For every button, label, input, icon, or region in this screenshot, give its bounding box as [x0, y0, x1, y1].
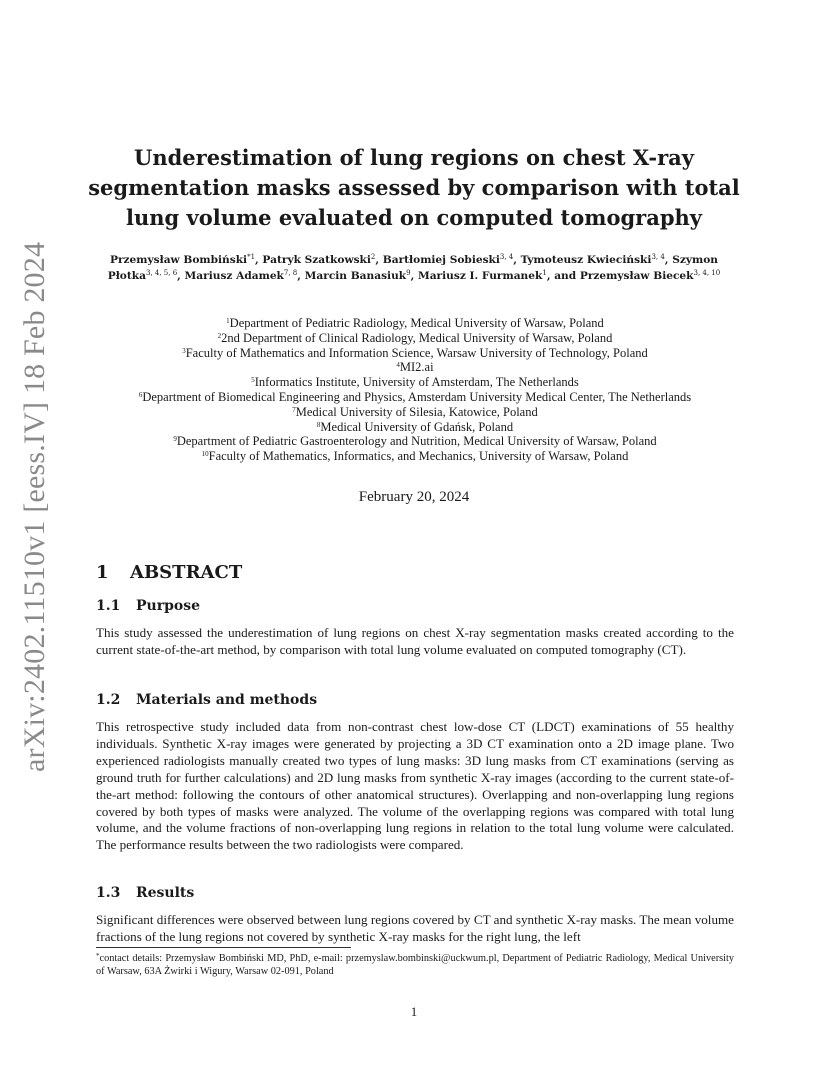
- affiliation-text: Medical University of Gdańsk, Poland: [320, 419, 514, 434]
- author-affiliation-marker: 3, 4, 5, 6: [145, 269, 178, 277]
- author-separator: ,: [177, 270, 185, 282]
- results-paragraph: Significant differences were observed between lung regions covered by CT and synthetic X-ray masks. The mean volume fractions of the lung regions not covered by synthetic X-ray masks for the right lung, the left: [96, 912, 734, 944]
- author-affiliation-marker: *1: [247, 253, 256, 261]
- author-name: Tymoteusz Kwieciński: [520, 254, 652, 266]
- affiliation-number: 1: [226, 317, 230, 325]
- affiliation-number: 8: [316, 420, 321, 429]
- affiliation-number: 10: [201, 450, 209, 459]
- section-title: ABSTRACT: [130, 562, 243, 583]
- affiliation-number: 6: [138, 390, 143, 399]
- section-number: 1: [96, 562, 109, 583]
- author-name: Marcin Banasiuk: [304, 270, 407, 282]
- affiliation-number: 4: [396, 361, 400, 370]
- subsection-number: 1.1: [96, 598, 121, 614]
- author-separator: ,: [410, 270, 418, 282]
- affiliation-number: 3: [182, 346, 186, 355]
- affiliation-line: [90, 316, 740, 331]
- author-affiliation-marker: 3, 4: [499, 253, 514, 261]
- affiliation-text: 2nd Department of Clinical Radiology, Medical University of Warsaw, Poland: [221, 330, 613, 345]
- footnote-mark: *: [96, 952, 100, 960]
- author-affiliation-marker: 9: [406, 269, 411, 277]
- affiliation-line: [90, 360, 740, 375]
- contact-footnote: [96, 952, 734, 978]
- author-separator: ,: [255, 254, 263, 266]
- author-affiliation-marker: 2: [370, 253, 376, 261]
- author-affiliation-marker: 1: [542, 269, 547, 277]
- affiliation-line: [90, 390, 740, 405]
- affiliation-text: Medical University of Silesia, Katowice, Poland: [295, 404, 538, 419]
- footnote-divider: [96, 947, 351, 948]
- author-name: Przemysław Biecek: [579, 270, 694, 282]
- paper-date: February 20, 2024: [358, 489, 470, 505]
- affiliation-line: [90, 346, 740, 361]
- affiliation-line: [90, 405, 740, 420]
- subsection-heading-purpose: [96, 598, 200, 614]
- affiliation-line: [90, 420, 740, 435]
- author-affiliation-marker: 7, 8: [283, 269, 298, 277]
- author-name: Przemysław Bombiński: [109, 254, 248, 266]
- page-number: 1: [410, 1004, 418, 1019]
- author-list: [92, 252, 736, 284]
- affiliation-text: Faculty of Mathematics, Informatics, and Mechanics, University of Warsaw, Poland: [208, 449, 629, 464]
- subsection-title: Results: [136, 885, 195, 901]
- author-affiliation-marker: 3, 4, 10: [693, 269, 721, 277]
- subsection-heading-methods: [96, 692, 317, 708]
- author-name: Szymon Płotka: [107, 254, 718, 282]
- author-separator: , and: [546, 270, 580, 282]
- author-name: Mariusz I. Furmanek: [417, 270, 543, 282]
- affiliation-line: [90, 331, 740, 346]
- subsection-number: 1.2: [96, 692, 121, 708]
- affiliation-text: Faculty of Mathematics and Information Science, Warsaw University of Technology, Poland: [185, 345, 648, 360]
- subsection-number: 1.3: [96, 885, 121, 901]
- affiliation-text: Department of Pediatric Gastroenterology and Nutrition, Medical University of Warsaw, Poland: [176, 434, 657, 449]
- author-separator: ,: [664, 254, 673, 266]
- author-name: Bartłomiej Sobieski: [382, 254, 500, 266]
- footnote-text: contact details: Przemysław Bombiński MD, PhD, e-mail: przemyslaw.bombinski@uckwum.pl, Department of Pediatric Radiology, Medical University of Warsaw, 63A Żwirki i Wigury, Warsaw 02-091, Poland: [96, 953, 734, 977]
- affiliation-text: MI2.ai: [399, 360, 434, 375]
- affiliation-number: 2: [217, 331, 222, 340]
- arxiv-identifier-stamp: arXiv:2402.11510v1 [eess.IV] 18 Feb 2024: [18, 241, 51, 772]
- author-separator: ,: [375, 254, 383, 266]
- author-name: Mariusz Adamek: [184, 270, 284, 282]
- section-heading-abstract: [96, 562, 242, 583]
- subsection-title: Materials and methods: [136, 692, 318, 708]
- affiliation-line: [90, 434, 740, 449]
- subsection-heading-results: [96, 885, 194, 901]
- affiliation-line: [90, 449, 740, 464]
- affiliation-text: Department of Biomedical Engineering and Physics, Amsterdam University Medical Center, The Netherlands: [142, 389, 692, 404]
- affiliation-line: [90, 375, 740, 390]
- purpose-paragraph: This study assessed the underestimation of lung regions on chest X-ray segmentation masks created according to the current state-of-the-art method, by comparison with total lung volume evaluated on computed tomography (CT).: [96, 625, 734, 657]
- affiliation-number: 7: [292, 405, 296, 414]
- affiliation-number: 9: [173, 435, 177, 444]
- affiliation-number: 5: [251, 376, 255, 385]
- affiliation-text: Department of Pediatric Radiology, Medical University of Warsaw, Poland: [229, 316, 604, 330]
- paper-title: Underestimation of lung regions on chest X-ray segmentation masks assessed by comparison with total lung volume evaluated on computed tomography: [88, 145, 740, 230]
- methods-paragraph: This retrospective study included data from non-contrast chest low-dose CT (LDCT) examinations of 55 healthy individuals. Synthetic X-ray images were generated by projecting a 3D CT examination onto a 2D image plane. Two experienced radiologists manually created two types of lung masks: 3D lung masks from CT examinations (serving as ground truth for further calculations) and 2D lung masks from synthetic X-ray images (according to the current state-of-the-art method: following the contours of other anatomical structures). Overlapping and non-overlapping lung regions covered by both types of masks were analyzed. The volume of the overlapping regions was compared with total lung volume, and the volume fractions of non-overlapping lung regions in relation to the total lung volume were calculated. The performance results between the two radiologists were compared.: [96, 719, 734, 853]
- author-affiliation-marker: 3, 4: [651, 253, 665, 261]
- affiliation-text: Informatics Institute, University of Amsterdam, The Netherlands: [254, 375, 579, 390]
- author-separator: ,: [513, 254, 521, 266]
- affiliation-list: [90, 316, 740, 464]
- author-separator: ,: [297, 270, 305, 282]
- subsection-title: Purpose: [136, 598, 200, 614]
- author-name: Patryk Szatkowski: [262, 254, 371, 266]
